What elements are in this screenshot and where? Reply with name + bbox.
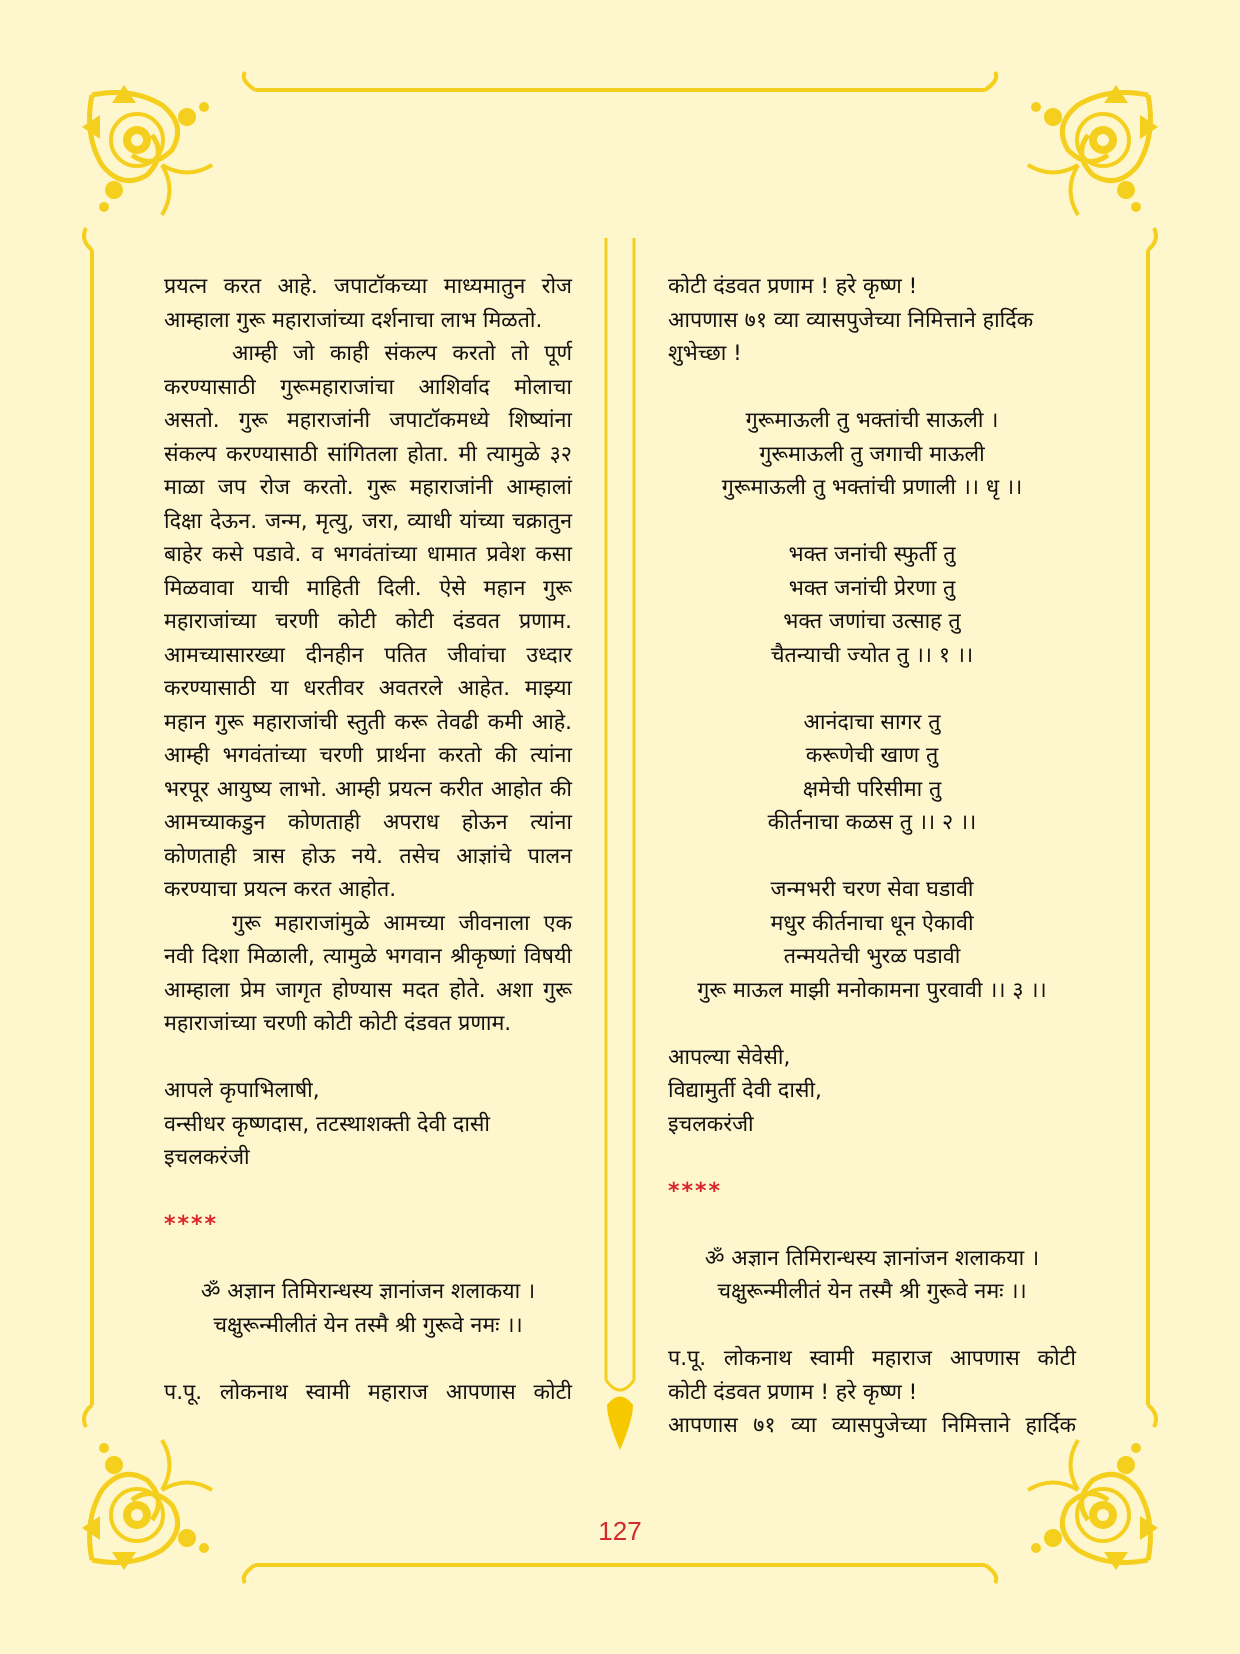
- poem-line: कीर्तनाचा कळस तु ।। २ ।।: [767, 810, 977, 835]
- right-shloka-line: चक्षुरून्मीलीतं येन तस्मै श्री गुरूवे नमः ।।: [717, 1279, 1027, 1304]
- poem-line: करूणेची खाण तु: [805, 743, 939, 768]
- right-intro-line: कोटी दंडवत प्रणाम ! हरे कृष्ण !: [668, 274, 918, 299]
- poem-line: चैतन्याची ज्योत तु ।। १ ।।: [770, 642, 974, 668]
- left-column: [164, 270, 572, 1409]
- poem-line: गुरूमाऊली तु भक्तांची साऊली ।: [745, 408, 999, 433]
- corner-ornament-icon: [82, 1440, 212, 1570]
- poem-line: भक्त जणांचा उत्साह तु: [783, 609, 961, 634]
- right-separator-stars: ****: [668, 1178, 723, 1204]
- right-closing-line: कोटी दंडवत प्रणाम ! हरे कृष्ण !: [668, 1379, 918, 1405]
- corner-ornament-icon: [1028, 85, 1158, 215]
- poem-line: तन्मयतेची भुरळ पडावी: [783, 944, 961, 969]
- right-closing-line: प.पू. लोकनाथ स्वामी महाराज आपणास कोटी: [668, 1346, 1076, 1371]
- left-signature-line: इचलकरंजी: [164, 1145, 250, 1170]
- right-signature: [668, 1041, 1076, 1142]
- left-paragraph-1: प्रयत्न करत आहे. जपाटॉकच्या माध्यमातुन रोज आम्हाला गुरू महाराजांच्या दर्शनाचा लाभ मिळतो.: [164, 274, 572, 333]
- poem-line: क्षमेची परिसीमा तु: [802, 776, 942, 802]
- left-closing-line: प.पू. लोकनाथ स्वामी महाराज आपणास कोटी: [164, 1379, 572, 1405]
- poem-line: जन्मभरी चरण सेवा घडावी: [770, 877, 974, 902]
- corner-ornament-icon: [82, 85, 212, 215]
- poem-verse-2: [668, 706, 1076, 840]
- tilak-divider-icon: [606, 238, 634, 1450]
- right-closing-line: आपणास ७१ व्या व्यासपुजेच्या निमित्ताने हार्दिक: [668, 1413, 1076, 1438]
- left-shloka-line: चक्षुरून्मीलीतं येन तस्मै श्री गुरूवे नमः ।।: [213, 1312, 523, 1338]
- left-paragraph-2: आम्ही जो काही संकल्प करतो तो पूर्ण करण्यासाठी गुरूमहाराजांचा आशिर्वाद मोलाचा असतो. गुरू महाराजांनी जपाटॉकमध्ये शिष्यांना संकल्प करण्यासाठी सांगितला होता. मी त्यामुळे ३२ माळा जप रोज करतो. गुरू महाराजांनी आम्हालां दिक्षा देऊन. जन्म, मृत्यु, जरा, व्याधी यांच्या चक्रातुन बाहेर कसे पडावे. व भगवंतांच्या धामात प्रवेश कसा मिळवावा याची माहिती दिली. ऐसे महान गुरू महाराजांच्या चरणी कोटी कोटी दंडवत प्रणाम. आमच्यासारख्या दीनहीन पतित जीवांचा उध्दार करण्यासाठी या धरतीवर अवतरले आहेत. माझ्या महान गुरू महाराजांची स्तुती करू तेवढी कमी आहे. आम्ही भगवंतांच्या चरणी प्रार्थना करतो की त्यांना भरपूर आयुष्य लाभो. आम्ही प्रयत्न करीत आहोत की आमच्याकडुन कोणताही अपराध होऊन त्यांना कोणताही त्रास होऊ नये. तसेच आज्ञांचे पालन करण्याचा प्रयत्न करत आहोत.: [164, 341, 572, 902]
- right-signature-line: विद्यामुर्ती देवी दासी,: [668, 1078, 822, 1103]
- left-separator-stars: ****: [164, 1212, 219, 1237]
- poem-verse-3: [668, 873, 1076, 1007]
- right-intro-line: आपणास ७१ व्या व्यासपुजेच्या निमित्ताने हार्दिक शुभेच्छा !: [668, 307, 1034, 366]
- poem-line: भक्त जनांची प्रेरणा तु: [788, 575, 956, 601]
- page-number: 127: [598, 1516, 642, 1546]
- left-shloka-line: ॐ अज्ञान तिमिरान्धस्य ज्ञानांजन शलाकया ।: [200, 1279, 536, 1304]
- poem-line: गुरू माऊल माझी मनोकामना पुरवावी ।। ३ ।।: [697, 977, 1047, 1003]
- right-signature-line: इचलकरंजी: [668, 1111, 754, 1137]
- poem-line: आनंदाचा सागर तु: [803, 709, 941, 735]
- poem-line: गुरूमाऊली तु जगाची माऊली: [759, 441, 985, 467]
- left-signature: [164, 1074, 572, 1175]
- poem-line: गुरूमाऊली तु भक्तांची प्रणाली ।। धृ ।।: [721, 475, 1023, 500]
- left-paragraph-3: गुरू महाराजांमुळे आमच्या जीवनाला एक नवी दिशा मिळाली, त्यामुळे भगवान श्रीकृष्णां विषयी आम्हाला प्रेम जागृत होण्यास मदत होते. अशा गुरू महाराजांच्या चरणी कोटी कोटी दंडवत प्रणाम.: [164, 910, 572, 1036]
- right-shloka-line: ॐ अज्ञान तिमिरान्धस्य ज्ञानांजन शलाकया ।: [704, 1245, 1040, 1271]
- poem-line: मधुर कीर्तनाचा धून ऐकावी: [770, 910, 974, 936]
- right-signature-line: आपल्या सेवेसी,: [668, 1044, 791, 1070]
- left-signature-line: वन्सीधर कृष्णदास, तटस्थाशक्ती देवी दासी: [164, 1111, 490, 1137]
- right-column: [668, 270, 1076, 1443]
- left-signature-line: आपले कृपाभिलाषी,: [164, 1078, 320, 1103]
- poem-refrain: [668, 404, 1076, 505]
- poem-line: भक्त जनांची स्फुर्ती तु: [788, 542, 956, 567]
- poem-verse-1: [668, 538, 1076, 672]
- corner-ornament-icon: [1028, 1440, 1158, 1570]
